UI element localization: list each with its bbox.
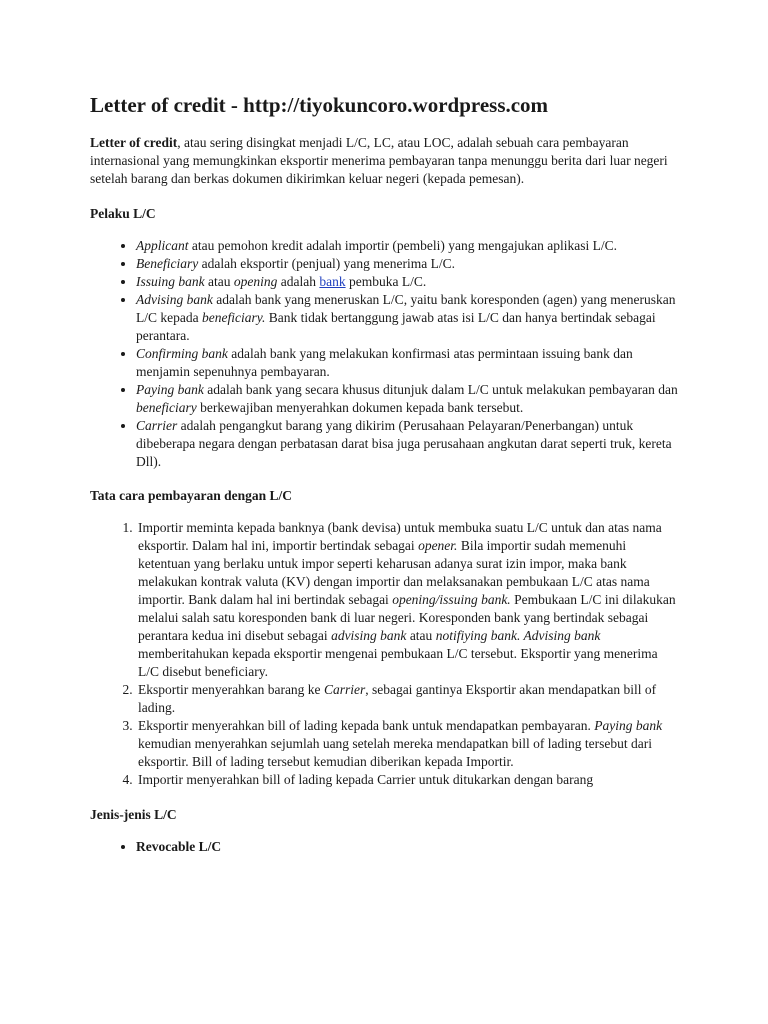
text-confirming: adalah bank yang melakukan konfirmasi atas permintaan issuing bank dan menjamin sepenuhnya pembayaran. bbox=[136, 345, 633, 379]
text-beneficiary: adalah eksportir (penjual) yang menerima L/C. bbox=[198, 256, 456, 272]
text-advising-1: adalah bank yang meneruskan L/C, yaitu bank koresponden (agen) yang meneruskan L/C kepada bbox=[136, 291, 676, 325]
step1-text-1: Importir meminta kepada banknya (bank devisa) untuk membuka suatu L/C untuk dan atas nama eksportir. Dalam hal ini, importir bertindak sebagai bbox=[138, 520, 662, 554]
term-paying-bank: Paying bank bbox=[136, 381, 204, 397]
step4-text: Importir menyerahkan bill of lading kepada Carrier untuk ditukarkan dengan barang bbox=[138, 771, 594, 787]
step1-text-2: Bila importir sudah memenuhi ketentuan yang berlaku untuk impor seperti keharusan adanya surat izin impor, maka bank melakukan kontrak valuta (KV) dengan importir dan melaksanakan pembukaan L/C atas nama importir. Bank dalam hal ini bertindak sebagai bbox=[138, 538, 650, 608]
step1-text-4: atau bbox=[406, 628, 436, 644]
term-beneficiary-inline: beneficiary. bbox=[201, 309, 266, 325]
pelaku-list bbox=[90, 237, 680, 470]
term-carrier: Carrier bbox=[136, 417, 178, 433]
intro-text: , atau sering disingkat menjadi L/C, LC, atau LOC, adalah sebuah cara pembayaran internasional yang memungkinkan eksportir menerima pembayaran tanpa menunggu berita dari luar negeri setelah barang dan berkas dokumen dikirimkan keluar negeri (kepada pemesan). bbox=[90, 135, 668, 187]
text-issuing-2: adalah bbox=[277, 273, 320, 289]
step3-text-1: Eksportir menyerahkan bill of lading kepada bank untuk mendapatkan pembayaran. bbox=[138, 717, 595, 733]
step1-term-notifying: notifiying bank. Advising bank bbox=[435, 628, 601, 644]
text-paying-1: adalah bank yang secara khusus ditunjuk dalam L/C untuk melakukan pembayaran dan bbox=[203, 381, 678, 397]
list-item-applicant bbox=[136, 237, 680, 255]
term-beneficiary: Beneficiary bbox=[136, 256, 199, 272]
list-item-revocable bbox=[136, 838, 680, 856]
intro-term: Letter of credit bbox=[90, 135, 178, 151]
list-item-issuing-bank bbox=[136, 273, 680, 291]
list-item-carrier bbox=[136, 417, 680, 471]
page-title: Letter of credit - http://tiyokuncoro.wordpress.com bbox=[90, 93, 549, 117]
text-issuing-1: atau bbox=[204, 273, 234, 289]
step1-text-3: Pembukaan L/C ini dilakukan melalui salah satu koresponden bank di luar negeri. Koresponden bank yang bertindak sebagai perantara kedua ini disebut sebagai bbox=[138, 592, 676, 644]
term-applicant: Applicant bbox=[136, 238, 189, 254]
step-3 bbox=[136, 717, 680, 771]
step2-text-1: Eksportir menyerahkan barang ke bbox=[138, 681, 324, 697]
term-advising-bank: Advising bank bbox=[136, 291, 213, 307]
list-item-confirming-bank bbox=[136, 345, 680, 381]
step3-text-2: kemudian menyerahkan sejumlah uang setelah mereka mendapatkan bill of lading tersebut dari eksportir. Bill of lading tersebut kemudian diberikan kepada Importir. bbox=[138, 735, 652, 769]
document-page bbox=[90, 92, 680, 873]
step1-term-advising: advising bank bbox=[331, 628, 407, 644]
text-applicant: atau pemohon kredit adalah importir (pembeli) yang mengajukan aplikasi L/C. bbox=[188, 238, 617, 254]
step1-term-opener: opener. bbox=[418, 538, 458, 554]
tata-cara-list bbox=[90, 519, 680, 788]
heading-pelaku: Pelaku L/C bbox=[90, 206, 156, 222]
term-opening: opening bbox=[233, 273, 278, 289]
text-issuing-3: pembuka L/C. bbox=[345, 273, 427, 289]
step3-term-paying: Paying bank bbox=[594, 717, 663, 733]
intro-paragraph bbox=[90, 134, 680, 188]
text-paying-2: berkewajiban menyerahkan dokumen kepada bank tersebut. bbox=[196, 399, 524, 415]
term-issuing-bank: Issuing bank bbox=[136, 273, 205, 289]
step1-term-issuing: opening/issuing bank. bbox=[392, 592, 511, 608]
step2-term-carrier: Carrier bbox=[323, 681, 366, 697]
term-beneficiary-paying: beneficiary bbox=[136, 399, 197, 415]
step2-text-2: , sebagai gantinya Eksportir akan mendapatkan bill of lading. bbox=[138, 681, 657, 715]
text-advising-2: Bank tidak bertanggung jawab atas isi L/C dan hanya bertindak sebagai perantara. bbox=[136, 309, 656, 343]
step1-text-5: memberitahukan kepada eksportir mengenai pembukaan L/C tersebut. Eksportir yang menerima L/C disebut beneficiary. bbox=[138, 646, 658, 680]
jenis-list bbox=[90, 838, 680, 856]
term-confirming-bank: Confirming bank bbox=[136, 345, 228, 361]
step-1 bbox=[136, 519, 680, 681]
heading-jenis: Jenis-jenis L/C bbox=[90, 806, 177, 822]
bank-link[interactable]: bank bbox=[319, 273, 346, 289]
step-2 bbox=[136, 681, 680, 717]
list-item-beneficiary bbox=[136, 255, 680, 273]
list-item-advising-bank bbox=[136, 291, 680, 345]
list-item-paying-bank bbox=[136, 381, 680, 417]
step-4 bbox=[136, 771, 680, 789]
text-carrier: adalah pengangkut barang yang dikirim (Perusahaan Pelayaran/Penerbangan) untuk dibeberapa negara dengan perbatasan darat bisa juga perusahaan angkutan darat seperti truk, kereta Dll). bbox=[136, 417, 672, 469]
term-revocable: Revocable L/C bbox=[136, 838, 222, 854]
heading-tata-cara: Tata cara pembayaran dengan L/C bbox=[90, 488, 293, 504]
